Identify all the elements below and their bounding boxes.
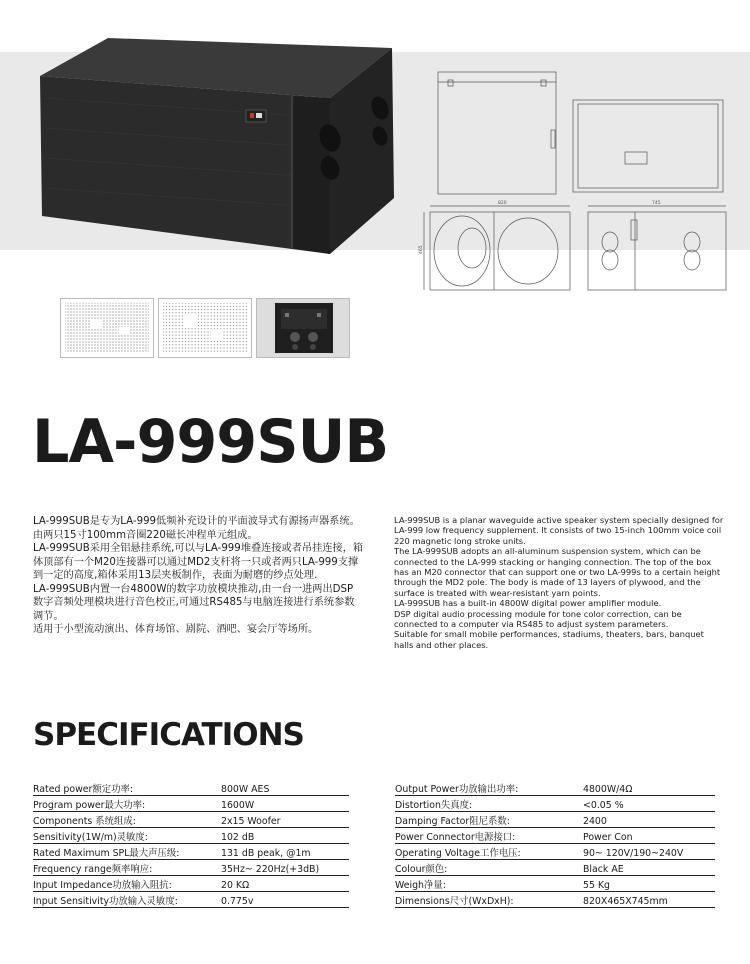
desc-cn-paragraph: LA-999SUB采用全铝悬挂系统,可以与LA-999堆叠连接或者吊挂连接，箱体顶部有一个M20连接器可以通过MD2支杆将一只或者两只LA-999支撑到一定的高度,箱体采用13层夹板制作，表面为耐磨的纱点处理.	[33, 543, 364, 581]
desc-en-paragraph: LA-999SUB has a built-in 4800W digital power amplifier module.	[394, 598, 662, 609]
spec-value: 820X465X745mm	[583, 892, 715, 908]
thumbnail-pattern-2	[158, 298, 252, 358]
spec-row	[395, 860, 715, 876]
description-en	[394, 515, 724, 650]
technical-drawings	[420, 60, 740, 300]
spec-label: Input Sensitivity功放输入灵敏度:	[33, 892, 221, 908]
spec-value: 0.775v	[221, 892, 349, 908]
thumbnail-amp-panel	[256, 298, 350, 358]
spec-label: Sensitivity(1W/m)灵敏度:	[33, 828, 221, 844]
description-cn	[33, 515, 363, 637]
product-title: LA-999SUB	[32, 407, 389, 477]
spec-table-right	[395, 780, 715, 908]
spec-row	[33, 780, 349, 796]
thumbnail-pattern-1	[60, 298, 154, 358]
spec-row	[33, 828, 349, 844]
spec-label: Power Connector电源接口:	[395, 828, 583, 844]
spec-row	[33, 876, 349, 892]
desc-cn-paragraph: LA-999SUB是专为LA-999低频补充设计的平面波导式有源扬声器系统。由两只15寸100mm音圈220磁长冲程单元组成。	[33, 516, 360, 541]
spec-value: 131 dB peak, @1m	[221, 844, 349, 860]
spec-value: 102 dB	[221, 828, 349, 844]
spec-row	[33, 892, 349, 908]
desc-en-paragraph: Suitable for small mobile performances, stadiums, theaters, bars, banquet halls and other places.	[394, 629, 704, 650]
spec-row	[395, 892, 715, 908]
desc-en-paragraph: DSP digital audio processing module for tone color correction, can be connected to a computer via RS485 to adjust system parameters.	[394, 608, 682, 630]
spec-value: 20 KΩ	[221, 876, 349, 892]
spec-label: Distortion失真度:	[395, 796, 583, 812]
spec-value: 800W AES	[221, 780, 349, 796]
desc-en-paragraph: The LA-999SUB adopts an all-aluminum suspension system, which can be connected to the LA-999 stacking or hanging connection. The top of the box has an M20 connector that can support one or two LA-999s to a certain height through the MD2 pole. The body is made of 13 layers of plywood, and the surface is treated with wear-resistant yarn points.	[394, 546, 721, 598]
spec-row	[395, 796, 715, 812]
spec-row	[395, 844, 715, 860]
spec-label: Weigh净量:	[395, 876, 583, 892]
specifications-title: SPECIFICATIONS	[33, 717, 304, 753]
desc-en-paragraph: LA-999SUB is a planar waveguide active speaker system specially designed for LA-999 low frequency supplement. It consists of two 15-inch 100mm voice coil 220 magnetic long stroke units.	[394, 515, 724, 546]
spec-label: Colour颜色:	[395, 860, 583, 876]
spec-label: Operating Voltage工作电压:	[395, 844, 583, 860]
spec-row	[33, 796, 349, 812]
spec-value: 2400	[583, 812, 715, 828]
spec-label: Input Impedance功放输入阻抗:	[33, 876, 221, 892]
desc-cn-paragraph: 适用于小型流动演出、体育场馆、剧院、酒吧、宴会厅等场所。	[33, 624, 319, 635]
spec-value: 2x15 Woofer	[221, 812, 349, 828]
desc-cn-paragraph: LA-999SUB内置一台4800W的数字功放模块推动,由一台一进两出DSP数字音频处理模块进行音色校正,可通过RS485与电脑连接进行系统参数调节。	[33, 583, 355, 622]
spec-row	[395, 780, 715, 796]
spec-value: 90~ 120V/190~240V	[583, 844, 715, 860]
spec-label: Frequency range频率响应:	[33, 860, 221, 876]
spec-value: <0.05 %	[583, 796, 715, 812]
spec-label: Rated Maximum SPL最大声压级:	[33, 844, 221, 860]
spec-label: Dimensions尺寸(WxDxH):	[395, 892, 583, 908]
spec-value: Black AE	[583, 860, 715, 876]
spec-table-left	[33, 780, 349, 908]
spec-row	[33, 844, 349, 860]
dim-height-label: 465	[419, 245, 424, 254]
spec-value: Power Con	[583, 828, 715, 844]
dim-side-label: 745	[652, 201, 661, 206]
spec-row	[33, 812, 349, 828]
spec-value: 35Hz~ 220Hz(+3dB)	[221, 860, 349, 876]
spec-label: Output Power功放输出功率:	[395, 780, 583, 796]
product-photo	[30, 38, 402, 254]
spec-value: 55 Kg	[583, 876, 715, 892]
spec-row	[395, 828, 715, 844]
spec-row	[395, 876, 715, 892]
spec-row	[395, 812, 715, 828]
spec-row	[33, 860, 349, 876]
spec-value: 4800W/4Ω	[583, 780, 715, 796]
spec-label: Program power最大功率:	[33, 796, 221, 812]
spec-label: Damping Factor阻尼系数:	[395, 812, 583, 828]
dim-top-label: 820	[498, 201, 507, 206]
spec-label: Rated power额定功率:	[33, 780, 221, 796]
spec-value: 1600W	[221, 796, 349, 812]
spec-label: Components 系统组成:	[33, 812, 221, 828]
